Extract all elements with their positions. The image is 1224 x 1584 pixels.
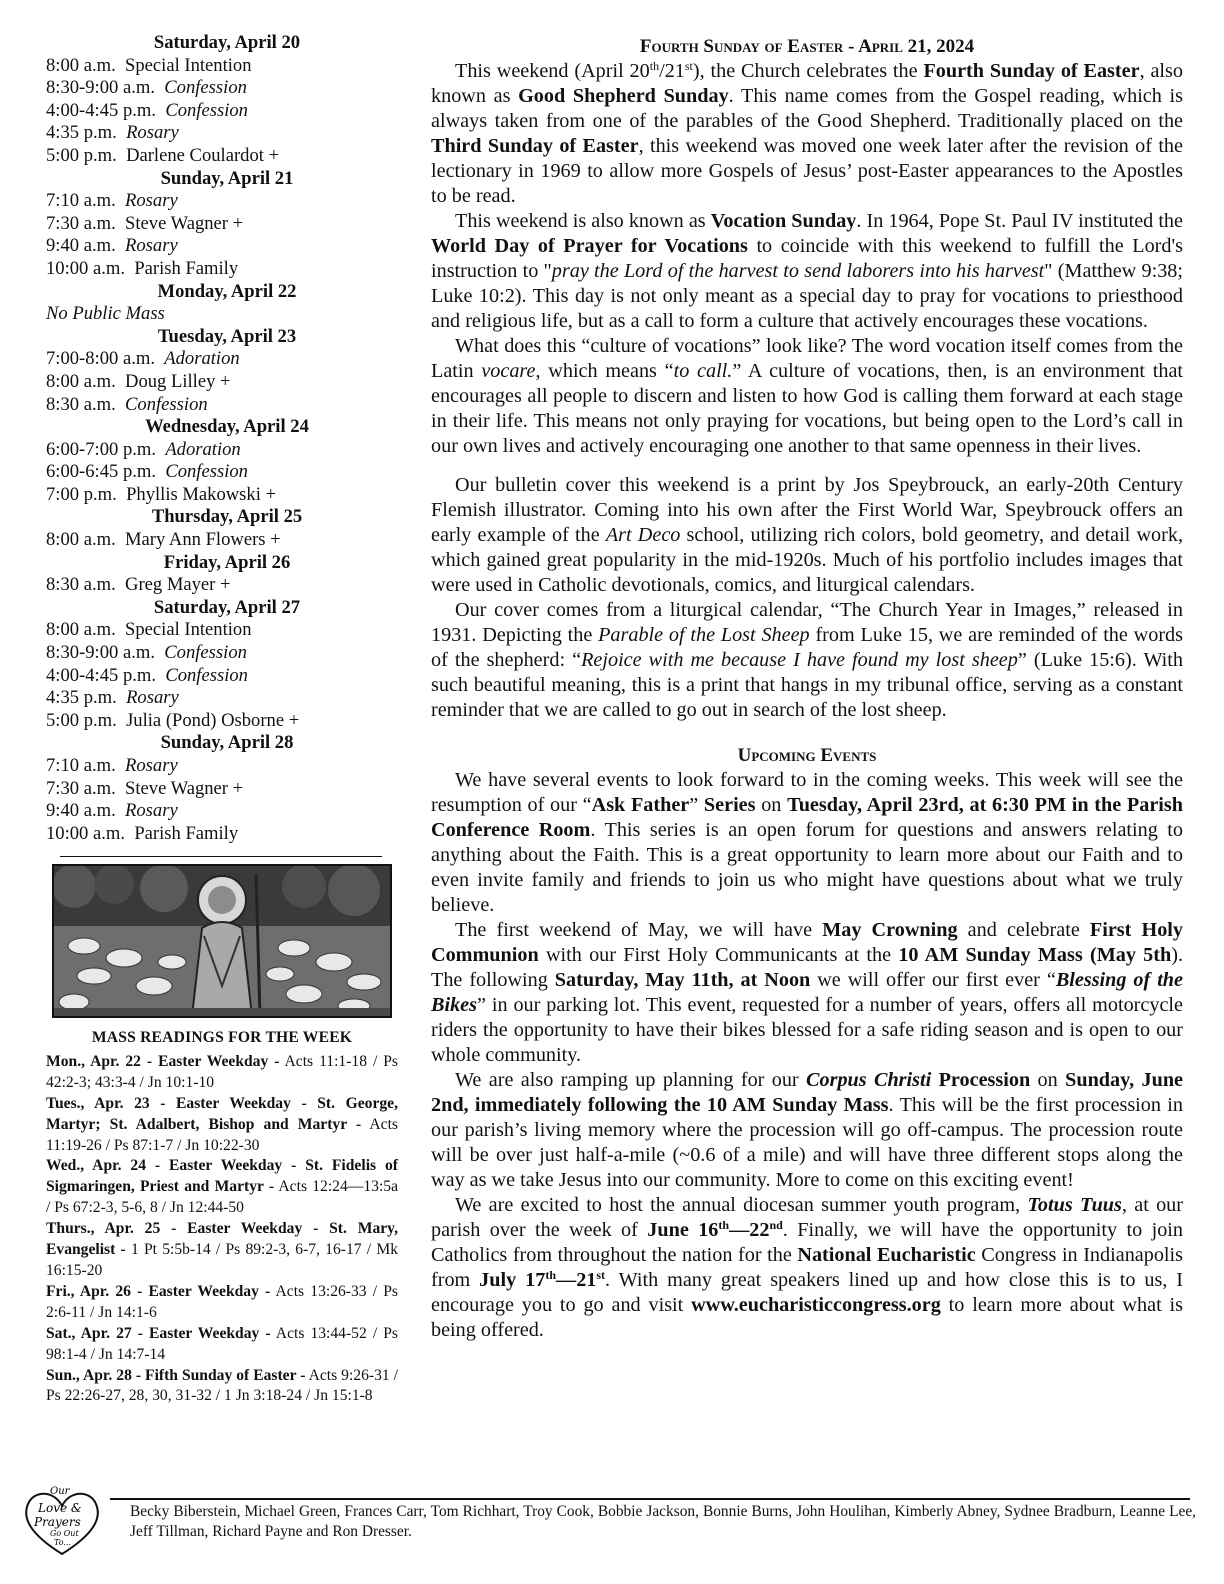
readings-title: MASS READINGS FOR THE WEEK <box>91 1029 353 1046</box>
schedule-description: Phyllis Makowski + <box>126 483 277 505</box>
schedule-entry <box>46 687 398 710</box>
schedule-time: 6:00-6:45 p.m. <box>46 461 166 483</box>
schedule-description: Confession <box>165 461 248 483</box>
schedule-description: Julia (Pond) Osborne + <box>126 709 300 731</box>
schedule-description: Rosary <box>125 755 178 776</box>
article-paragraph: This weekend is also known as Vocation Sunday. In 1964, Pope St. Paul IV instituted the World Day of Prayer for Vocations to coincide with this weekend to fulfill the Lord's instruction to "pray the Lord of the harvest to send laborers into his harvest" (Matthew 9:38; Luke 10:2). This day is not only meant as a special day to pray for vocations to priesthood and religious life, but as a call to form a culture that actively encourages these vocations. <box>431 210 1183 332</box>
reading-entry: Fri., Apr. 26 - Easter Weekday - Acts 13:26-33 / Ps 2:6-11 / Jn 14:1-6 <box>46 1282 398 1321</box>
schedule-description: Greg Mayer + <box>125 574 231 596</box>
schedule-day-heading: Sunday, April 28 <box>160 732 294 754</box>
schedule-time: 7:30 a.m. <box>46 777 126 799</box>
schedule-description: Confession <box>165 664 248 686</box>
main-article <box>431 34 1183 1343</box>
schedule-entry <box>46 710 398 733</box>
good-shepherd-image <box>52 864 392 1018</box>
schedule-entry <box>46 778 398 801</box>
schedule-entry <box>46 145 398 168</box>
schedule-day-heading: Thursday, April 25 <box>151 506 303 528</box>
article-paragraph: What does this “culture of vocations” look like? The word vocation itself comes from the Latin vocare, which means “to call.” A culture of vocations, then, is an environment that encourages all people to discern and listen to how God is calling them forward at each stage in their life. This means not only praying for vocations, but being open to the Lord’s call in our own lives and actively encouraging one another to that same openness in their lives. <box>431 335 1184 457</box>
schedule-time: 8:00 a.m. <box>46 54 126 76</box>
schedule-entry <box>46 823 398 846</box>
schedule-entry <box>46 348 398 371</box>
schedule-entry <box>46 190 398 213</box>
schedule-time: 9:40 a.m. <box>46 235 126 257</box>
schedule-time: 5:00 p.m. <box>46 144 127 166</box>
spacer <box>431 723 1183 743</box>
events-paragraph: We are excited to host the annual diocesan summer youth program, Totus Tuus, at our parish over the week of June 16th—22nd. Finally, we will have the opportunity to join Catholics from throughout the nation for the National Eucharistic Congress in Indianapolis from July 17th—21st. With many great speakers lined up and how close this is to us, I encourage you to go and visit www.eucharisticcongress.org to learn more about what is being offered. <box>431 1194 1184 1341</box>
schedule-description: Mary Ann Flowers + <box>125 529 281 551</box>
schedule-entry <box>46 755 398 778</box>
reading-entry: Thurs., Apr. 25 - Easter Weekday - St. Mary, Evangelist - 1 Pt 5:5b-14 / Ps 89:2-3, 6-7, 16-17 / Mk 16:15-20 <box>46 1220 398 1279</box>
schedule-entry <box>46 122 398 145</box>
article-paragraph: Our cover comes from a liturgical calendar, “The Church Year in Images,” released in 1931. Depicting the Parable of the Lost Sheep from Luke 15, we are reminded of the words of the shepherd: “Rejoice with me because I have found my lost sheep” (Luke 15:6). With such beautiful meaning, this is a print that hangs in my tribunal office, serving as a constant reminder that we are called to go out in search of the lost sheep. <box>431 599 1183 721</box>
schedule-entry <box>46 439 398 462</box>
schedule-entry <box>46 619 398 642</box>
events-title: Upcoming Events <box>737 745 877 766</box>
schedule-day-heading: Friday, April 26 <box>163 551 291 573</box>
schedule-time: 4:35 p.m. <box>46 122 127 144</box>
schedule-day-heading: Monday, April 22 <box>157 280 297 302</box>
mass-schedule <box>46 32 398 845</box>
schedule-day-heading: Tuesday, April 23 <box>157 325 297 347</box>
reading-entry: Sun., Apr. 28 - Fifth Sunday of Easter - Acts 9:26-31 / Ps 22:26-27, 28, 30, 31-32 / 1 Jn 3:18-24 / Jn 15:1-8 <box>46 1366 398 1405</box>
schedule-day-heading: Saturday, April 20 <box>153 32 301 53</box>
schedule-entry <box>46 461 398 484</box>
schedule-description: Adoration <box>164 348 240 370</box>
schedule-entry <box>46 529 398 552</box>
schedule-entry <box>46 100 398 123</box>
schedule-description: Rosary <box>125 235 178 257</box>
schedule-time: 7:30 a.m. <box>46 212 126 234</box>
reading-entry: Mon., Apr. 22 - Easter Weekday - Acts 11:1-18 / Ps 42:2-3; 43:3-4 / Jn 10:1-10 <box>46 1052 398 1091</box>
schedule-entry <box>46 484 398 507</box>
readings-list <box>46 1052 398 1407</box>
schedule-day-heading: Saturday, April 27 <box>153 596 301 618</box>
schedule-description: Rosary <box>125 800 178 822</box>
article-paragraph: Our bulletin cover this weekend is a print by Jos Speybrouck, an early-20th Century Flemish illustrator. Coming into his own after the First World War, Speybrouck offers an early example of the Art Deco school, utilizing rich colors, bold geometry, and detail work, which gained great popularity in the mid-1920s. Much of his portfolio includes images that were used in Catholic devotionals, comics, and liturgical calendars. <box>431 474 1183 596</box>
schedule-time: 6:00-7:00 p.m. <box>46 438 166 460</box>
schedule-description: Confession <box>164 77 247 99</box>
schedule-entry <box>46 642 398 665</box>
schedule-description: Rosary <box>125 190 178 212</box>
schedule-time: 8:30-9:00 a.m. <box>46 642 165 664</box>
article-title: Fourth Sunday of Easter - April 21, 2024 <box>639 36 975 57</box>
schedule-description: Adoration <box>165 438 241 460</box>
schedule-description: Rosary <box>126 122 179 144</box>
svg-text:Prayers: Prayers <box>34 1515 81 1529</box>
article-paragraph: This weekend (April 20th/21st), the Church celebrates the Fourth Sunday of Easter, also known as Good Shepherd Sunday. This name comes from the Gospel reading, which is always taken from one of the parables of the Good Shepherd. Traditionally placed on the Third Sunday of Easter, this weekend was moved one week later after the revision of the lectionary in 1969 to allow more Gospels of Jesus’ post-Easter appearances to the Apostles to be read. <box>431 59 1183 207</box>
schedule-description: Special Intention <box>125 54 252 76</box>
schedule-description: Steve Wagner + <box>125 212 244 234</box>
reading-entry: Sat., Apr. 27 - Easter Weekday - Acts 13:44-52 / Ps 98:1-4 / Jn 14:7-14 <box>46 1324 398 1363</box>
events-paragraph: We are also ramping up planning for our Corpus Christi Procession on Sunday, June 2nd, immediately following the 10 AM Sunday Mass. This will be the first procession in our parish’s living memory where the procession will go off-campus. The procession route will be over just half-a-mile (~0.6 of a mile) and will have three different stops along the way as we take Jesus into our community. More to come on this exciting event! <box>431 1069 1184 1191</box>
schedule-time: 9:40 a.m. <box>46 800 126 822</box>
love-prayers-logo <box>20 1484 104 1560</box>
schedule-description: Rosary <box>126 687 179 709</box>
schedule-time: 7:10 a.m. <box>46 755 126 776</box>
schedule-time: 7:10 a.m. <box>46 190 126 212</box>
schedule-time: 4:00-4:45 p.m. <box>46 664 166 686</box>
schedule-time: 8:00 a.m. <box>46 529 126 551</box>
schedule-time: 7:00 p.m. <box>46 483 127 505</box>
schedule-description: Parish Family <box>134 257 239 279</box>
mass-readings <box>46 1028 398 1407</box>
schedule-description: Confession <box>165 99 248 121</box>
schedule-description: Special Intention <box>125 619 252 641</box>
schedule-description: Doug Lilley + <box>125 370 231 392</box>
schedule-time: 4:00-4:45 p.m. <box>46 99 166 121</box>
schedule-description: Parish Family <box>134 822 239 844</box>
schedule-entry <box>46 77 398 100</box>
spacer <box>431 459 1183 473</box>
svg-text:To...: To... <box>54 1538 72 1547</box>
svg-text:Our: Our <box>50 1486 70 1497</box>
prayer-list-footer <box>20 1484 1196 1564</box>
schedule-entry <box>46 303 398 326</box>
schedule-entry <box>46 800 398 823</box>
artwork-frame <box>52 856 392 1018</box>
schedule-time: 8:00 a.m. <box>46 619 126 641</box>
schedule-day-heading: Sunday, April 21 <box>160 167 294 189</box>
schedule-description: Confession <box>164 642 247 664</box>
schedule-description: No Public Mass <box>46 303 165 325</box>
schedule-entry <box>46 213 398 236</box>
schedule-entry <box>46 258 398 281</box>
schedule-entry <box>46 371 398 394</box>
events-paragraph: We have several events to look forward to in the coming weeks. This week will see the resumption of our “Ask Father” Series on Tuesday, April 23rd, at 6:30 PM in the Parish Conference Room. This series is an open forum for questions and answers relating to anything about the Faith. This is a great opportunity to learn more about our Faith and to even invite family and friends to join us who might have questions about what we truly believe. <box>431 769 1183 916</box>
prayer-names: Becky Biberstein, Michael Green, Frances Carr, Tom Richhart, Troy Cook, Bobbie Jackson, Bonnie Burns, John Houlihan, Kimberly Abney, Sydnee Bradburn, Leanne Lee, Jeff Tillman, Richard Payne and Ron Dresser. <box>130 1503 1196 1540</box>
schedule-time: 10:00 a.m. <box>46 257 135 279</box>
reading-entry: Tues., Apr. 23 - Easter Weekday - St. George, Martyr; St. Adalbert, Bishop and Martyr - Acts 11:19-26 / Ps 87:1-7 / Jn 10:22-30 <box>46 1094 398 1154</box>
events-paragraph: The first weekend of May, we will have May Crowning and celebrate First Holy Communion with our First Holy Communicants at the 10 AM Sunday Mass (May 5th). The following Saturday, May 11th, at Noon we will offer our first ever “Blessing of the Bikes” in our parking lot. This event, requested for a number of years, offers all motorcycle riders the opportunity to have their bikes blessed for a safe riding season and is open to our whole community. <box>431 919 1184 1066</box>
schedule-description: Darlene Coulardot + <box>126 144 280 166</box>
schedule-time: 8:30-9:00 a.m. <box>46 77 165 99</box>
schedule-entry <box>46 55 398 78</box>
svg-text:Love &: Love & <box>38 1501 82 1515</box>
schedule-time: 7:00-8:00 a.m. <box>46 348 165 370</box>
divider <box>60 856 382 857</box>
schedule-day-heading: Wednesday, April 24 <box>145 416 309 438</box>
divider <box>110 1498 1190 1500</box>
schedule-time: 8:30 a.m. <box>46 393 126 415</box>
schedule-time: 8:30 a.m. <box>46 574 126 596</box>
schedule-time: 4:35 p.m. <box>46 687 127 709</box>
schedule-description: Confession <box>125 393 208 415</box>
schedule-time: 8:00 a.m. <box>46 370 126 392</box>
svg-text:Go Out: Go Out <box>50 1529 79 1538</box>
schedule-time: 5:00 p.m. <box>46 709 127 731</box>
reading-entry: Wed., Apr. 24 - Easter Weekday - St. Fidelis of Sigmaringen, Priest and Martyr - Acts 12:24—13:5a / Ps 67:2-3, 5-6, 8 / Jn 12:44-50 <box>46 1157 398 1217</box>
schedule-time: 10:00 a.m. <box>46 822 135 844</box>
schedule-description: Steve Wagner + <box>125 777 244 799</box>
schedule-entry <box>46 574 398 597</box>
schedule-entry <box>46 235 398 258</box>
schedule-entry <box>46 394 398 417</box>
schedule-entry <box>46 665 398 688</box>
